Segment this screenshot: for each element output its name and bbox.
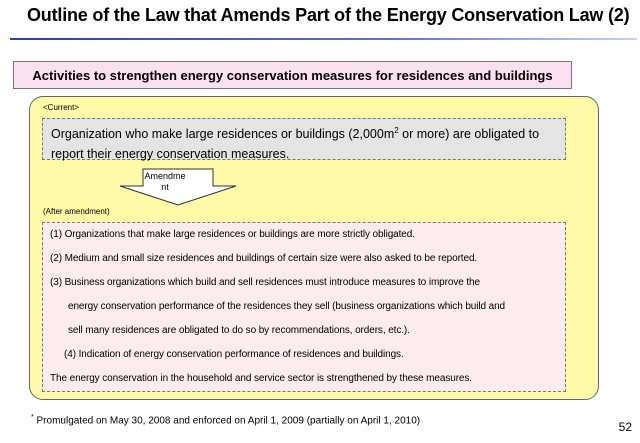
subtitle-text: Activities to strengthen energy conservation measures for residences and buildings <box>32 67 553 83</box>
after-amendment-label: (After amendment) <box>43 207 110 216</box>
after-line-3: (3) Business organizations which build and sell residences must introduce measures to improve the <box>50 277 480 288</box>
amendment-label <box>143 171 187 193</box>
footnote-marker: * <box>31 414 34 421</box>
page-title: Outline of the Law that Amends Part of the Energy Conservation Law (2) <box>27 5 630 25</box>
after-line-1: (1) Organizations that make large residences or buildings are more strictly obligated. <box>50 229 415 240</box>
after-line-2: (2) Medium and small size residences and buildings of certain size were also asked to be reported. <box>50 253 478 264</box>
footnote-text: Promulgated on May 30, 2008 and enforced on April 1, 2009 (partially on April 1, 2010) <box>33 415 421 427</box>
subtitle-banner <box>13 61 572 89</box>
current-superscript: 2 <box>394 126 399 135</box>
page-number: 52 <box>618 420 632 434</box>
after-line-6: (4) Indication of energy conservation performance of residences and buildings. <box>64 349 404 360</box>
footnote <box>31 414 420 426</box>
after-line-7: The energy conservation in the household and service sector is strengthened by these measures. <box>50 373 472 384</box>
current-text-start: Organization who make large residences or buildings (2,000m <box>51 127 395 142</box>
amendment-label-line1: Amendme <box>144 171 186 181</box>
current-text-end: or more) are obligated to report their energy conservation measures. <box>51 127 540 162</box>
title-underline <box>10 38 637 40</box>
current-label: <Current> <box>43 103 80 112</box>
after-line-5: sell many residences are obligated to do so by recommendations, orders, etc.). <box>68 325 410 336</box>
amendment-label-line2: nt <box>161 182 169 192</box>
after-line-4: energy conservation performance of the residences they sell (business organizations which build and <box>68 301 506 312</box>
current-rule-box <box>42 118 566 160</box>
